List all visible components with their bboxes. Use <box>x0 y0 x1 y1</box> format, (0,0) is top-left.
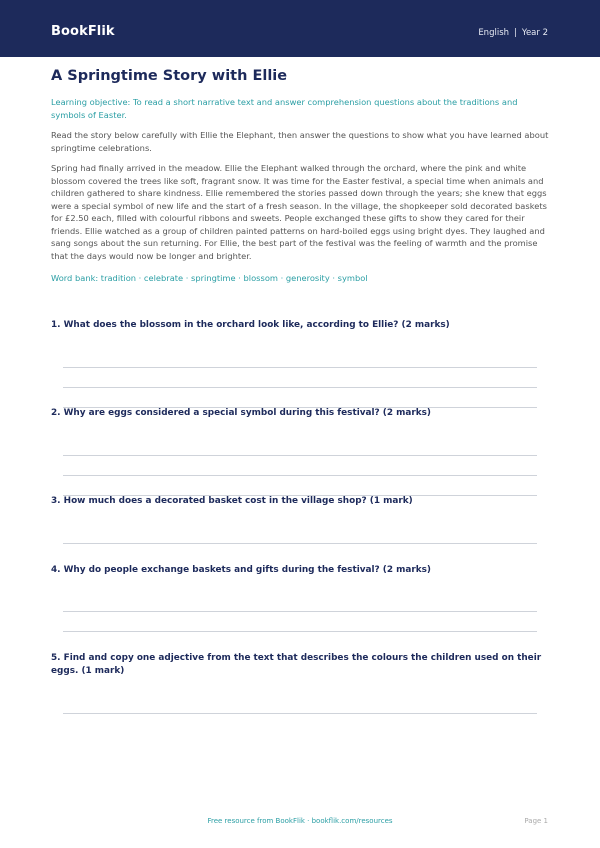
answer-line[interactable] <box>63 455 537 456</box>
story-paragraph: Spring had finally arrived in the meadow. Ellie the Elephant walked through the orchard, where the pink and white blossom covered the trees like soft, fragrant snow. It was time for the Easter festival, a special time when animals and children gathered to share kindness. Ellie remembered the stories passed down through the years; she knew that eggs were a special symbol of new life and the start of a fresh season. In the village, the shopkeeper sold decorated baskets for £2.50 each, filled with colourful ribbons and sweets. People exchanged these gifts to show they cared for their friends. Ellie watched as a group of children painted patterns on hard-boiled eggs using bright dyes. They laughed and sang songs about the sun returning. For Ellie, the best part of the festival was the feeling of warmth and the promise that the days would now be longer and brighter. <box>51 163 547 261</box>
answer-line[interactable] <box>63 367 537 368</box>
header-meta <box>478 28 548 38</box>
answer-line[interactable] <box>63 475 537 476</box>
question-4: 4. Why do people exchange baskets and gifts during the festival? (2 marks) <box>51 565 431 575</box>
word-bank: Word bank: tradition · celebrate · springtime · blossom · generosity · symbol <box>51 273 368 283</box>
brand-logo-text: BookFlik <box>51 24 115 39</box>
footer-source: Free resource from BookFlik · bookflik.com/resources <box>207 817 393 825</box>
question-3: 3. How much does a decorated basket cost in the village shop? (1 mark) <box>51 496 413 506</box>
page-number: Page 1 <box>524 817 548 825</box>
answer-line[interactable] <box>63 387 537 388</box>
worksheet-body <box>51 65 551 284</box>
answer-line[interactable] <box>63 611 537 612</box>
page-title: A Springtime Story with Ellie <box>51 68 288 84</box>
learning-objective: Learning objective: To read a short narrative text and answer comprehension questions about the traditions and symbols of Easter. <box>51 97 518 120</box>
subject-label: English <box>478 28 510 38</box>
page-header <box>0 0 600 57</box>
question-1: 1. What does the blossom in the orchard look like, according to Ellie? (2 marks) <box>51 320 450 330</box>
answer-line[interactable] <box>63 543 537 544</box>
meta-separator: | <box>514 28 517 38</box>
answer-line[interactable] <box>63 713 537 714</box>
question-2: 2. Why are eggs considered a special symbol during this festival? (2 marks) <box>51 408 431 418</box>
year-label: Year 2 <box>521 28 548 38</box>
answer-line[interactable] <box>63 631 537 632</box>
question-5: 5. Find and copy one adjective from the text that describes the colours the children used on their eggs. (1 mark) <box>51 653 542 676</box>
intro-paragraph: Read the story below carefully with Ellie the Elephant, then answer the questions to show what you have learned about springtime celebrations. <box>51 130 549 153</box>
